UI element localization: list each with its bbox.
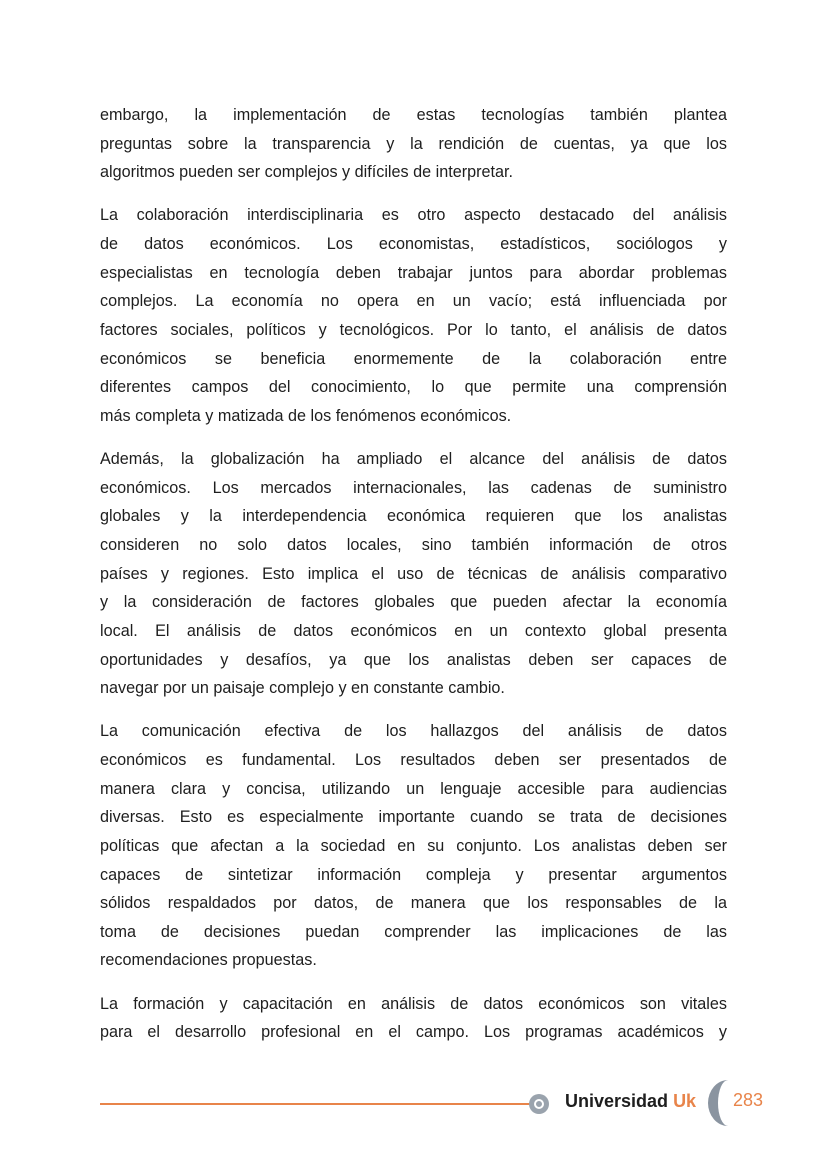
text-line: complejos. La economía no opera en un vacío; está influenciada por [100,292,727,311]
text-line: La colaboración interdisciplinaria es otro aspecto destacado del análisis [100,206,727,225]
footer-rule [100,1103,530,1105]
page-body [100,101,727,1061]
text-line: navegar por un paisaje complejo y en constante cambio. [100,679,505,698]
brand-main: Universidad [565,1091,669,1111]
text-line: manera clara y concisa, utilizando un lenguaje accesible para audiencias [100,779,727,798]
text-line: algoritmos pueden ser complejos y difíciles de interpretar. [100,163,513,182]
text-line: diferentes campos del conocimiento, lo que permite una comprensión [100,378,727,397]
text-line: especialistas en tecnología deben trabajar juntos para abordar problemas [100,263,727,282]
text-line: y la consideración de factores globales que pueden afectar la economía [100,593,727,612]
paragraph [100,101,727,187]
text-line: Además, la globalización ha ampliado el alcance del análisis de datos [100,450,727,469]
text-line: globales y la interdependencia económica requieren que los analistas [100,507,727,526]
text-line: local. El análisis de datos económicos en un contexto global presenta [100,621,727,640]
text-line: más completa y matizada de los fenómenos económicos. [100,406,512,425]
text-line: para el desarrollo profesional en el campo. Los programas académicos y [100,1023,727,1042]
text-line: factores sociales, políticos y tecnológicos. Por lo tanto, el análisis de datos [100,320,727,339]
paragraph [100,445,727,703]
text-line: embargo, la implementación de estas tecnologías también plantea [100,106,727,124]
page-footer [0,1080,828,1130]
text-line: capaces de sintetizar información compleja y presentar argumentos [100,865,727,884]
target-circle-icon [529,1094,549,1114]
text-line: diversas. Esto es especialmente importante cuando se trata de decisiones [100,808,727,827]
page-number: 283 [733,1090,764,1110]
text-line: oportunidades y desafíos, ya que los analistas deben ser capaces de [100,650,727,669]
paragraph [100,201,727,430]
text-line: sólidos respaldados por datos, de manera que los responsables de la [100,894,727,913]
text-line: consideren no solo datos locales, sino también información de otros [100,535,727,554]
text-line: toma de decisiones puedan comprender las implicaciones de las [100,922,727,941]
text-line: recomendaciones propuestas. [100,951,317,970]
text-line: económicos es fundamental. Los resultados deben ser presentados de [100,750,727,769]
text-line: económicos. Los mercados internacionales, las cadenas de suministro [100,478,727,497]
text-line: La comunicación efectiva de los hallazgos del análisis de datos [100,722,727,741]
text-line: económicos se beneficia enormemente de la colaboración entre [100,349,727,368]
brand-logo [565,1091,696,1112]
text-line: La formación y capacitación en análisis de datos económicos son vitales [100,994,727,1013]
paragraph [100,717,727,975]
paragraph [100,990,727,1047]
text-line: preguntas sobre la transparencia y la rendición de cuentas, ya que los [100,134,727,153]
text-line: políticas que afectan a la sociedad en su conjunto. Los analistas deben ser [100,836,727,855]
brand-accent: Uk [673,1091,697,1111]
text-line: de datos económicos. Los economistas, estadísticos, sociólogos y [100,235,727,254]
text-line: países y regiones. Esto implica el uso de técnicas de análisis comparativo [100,564,727,583]
